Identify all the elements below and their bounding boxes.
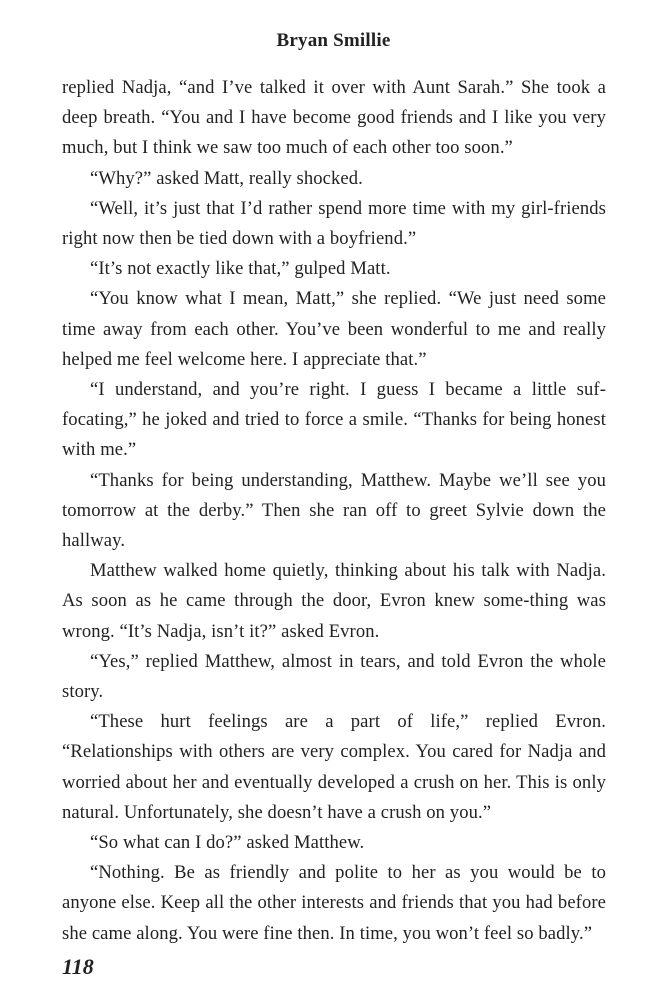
paragraph: “You know what I mean, Matt,” she replied. “We just need some time away from each other. You’ve been wonderful to me and really helped me feel welcome here. I appreciate that.” [62, 288, 606, 370]
paragraph: “So what can I do?” asked Matthew. [90, 832, 365, 854]
paragraph: “Well, it’s just that I’d rather spend more time with my girl-friends right now then be tied down with a boyfriend.” [62, 197, 606, 250]
paragraph: “Thanks for being understanding, Matthew. Maybe we’ll see you tomorrow at the derby.” Then she ran off to greet Sylvie down the hallway. [62, 469, 606, 552]
paragraph: “Yes,” replied Matthew, almost in tears, and told Evron the whole story. [62, 650, 606, 703]
paragraph: Matthew walked home quietly, thinking about his talk with Nadja. As soon as he came through the door, Evron knew some-thing was wrong. “It’s Nadja, isn’t it?” asked Evron. [62, 560, 606, 642]
paragraph: “These hurt feelings are a part of life,” replied Evron. “Relationships with others are very complex. You cared for Nadja and worried about her and eventually developed a crush on her. This is only natural. Unfortunately, she doesn’t have a crush on you.” [62, 711, 606, 823]
paragraph: “It’s not exactly like that,” gulped Matt. [90, 258, 391, 280]
paragraph: replied Nadja, “and I’ve talked it over with Aunt Sarah.” She took a deep breath. “You and I have become good friends and I like you very much, but I think we saw too much of each other too soon.” [62, 77, 606, 159]
paragraph: “Why?” asked Matt, really shocked. [90, 167, 363, 189]
paragraph: “I understand, and you’re right. I guess I became a little suf-focating,” he joked and tried to force a smile. “Thanks for being honest with me.” [62, 379, 606, 461]
running-head: Bryan Smillie [276, 30, 391, 51]
body-text [62, 73, 606, 949]
page-number: 118 [62, 954, 94, 979]
paragraph: “Nothing. Be as friendly and polite to her as you would be to anyone else. Keep all the other interests and friends that you had before she came along. You were fine then. In time, you won’t feel so badly.” [62, 862, 606, 944]
